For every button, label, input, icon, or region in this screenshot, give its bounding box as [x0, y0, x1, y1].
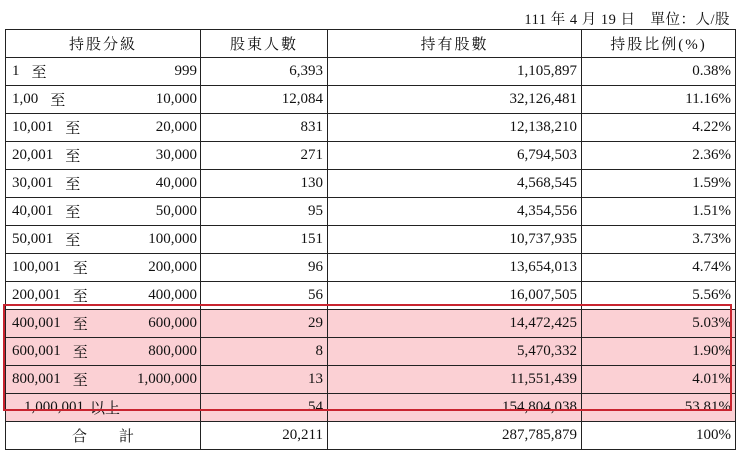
holders-cell: 6,393: [201, 58, 328, 86]
date-unit-note: 111 年 4 月 19 日 單位：人/股: [524, 12, 730, 28]
tier-to: 1,000,000: [137, 371, 197, 387]
tier-range-cell: [6, 366, 201, 394]
tier-from: 1,00: [12, 91, 39, 107]
percentage-cell: 2.36%: [582, 142, 736, 170]
tier-separator: 至: [65, 177, 81, 193]
shares-cell: 154,804,038: [328, 394, 582, 422]
tier-separator: 至: [72, 261, 88, 277]
shares-cell: 4,354,556: [328, 198, 582, 226]
tier-from: 100,001: [12, 259, 61, 275]
shares-cell: 10,737,935: [328, 226, 582, 254]
percentage-cell: 0.38%: [582, 58, 736, 86]
table-row-highlighted: [6, 394, 736, 422]
tier-from: 30,001: [12, 175, 54, 191]
table-row: [6, 226, 736, 254]
total-label-cell: [6, 422, 201, 450]
tier-from: 400,001: [12, 315, 61, 331]
tier-to: 10,000: [155, 91, 197, 107]
tier-from: 1,000,001: [24, 399, 84, 415]
holders-cell: 56: [201, 282, 328, 310]
shares-cell: 13,654,013: [328, 254, 582, 282]
shares-cell: 14,472,425: [328, 310, 582, 338]
tier-separator: 至: [72, 373, 88, 389]
tier-from: 10,001: [12, 119, 54, 135]
tier-to: 200,000: [148, 259, 197, 275]
shares-cell: 11,551,439: [328, 366, 582, 394]
tier-to: 30,000: [155, 147, 197, 163]
tier-to: 999: [174, 63, 197, 79]
tier-to: 800,000: [148, 343, 197, 359]
tier-range-cell: [6, 170, 201, 198]
tier-to: 100,000: [148, 231, 197, 247]
holders-cell: 151: [201, 226, 328, 254]
table-header-row: [6, 30, 736, 58]
total-label-a: 合: [71, 429, 87, 445]
percentage-cell: 53.81%: [582, 394, 736, 422]
col-header-holders: 股東人數: [201, 30, 328, 58]
holders-cell: 130: [201, 170, 328, 198]
tier-separator: 至: [65, 149, 81, 165]
tier-above-label: 以上: [90, 401, 121, 417]
table-row-highlighted: [6, 310, 736, 338]
table-row: [6, 142, 736, 170]
percentage-cell: 3.73%: [582, 226, 736, 254]
shareholding-distribution-table: [5, 29, 736, 450]
tier-separator: 至: [31, 65, 47, 81]
table-row: [6, 170, 736, 198]
tier-separator: 至: [65, 205, 81, 221]
tier-from: 1: [12, 63, 20, 79]
tier-to: 50,000: [155, 203, 197, 219]
holders-cell: 831: [201, 114, 328, 142]
tier-to: 20,000: [155, 119, 197, 135]
table-total-row: [6, 422, 736, 450]
shares-cell: 4,568,545: [328, 170, 582, 198]
holders-cell: 271: [201, 142, 328, 170]
percentage-cell: 5.03%: [582, 310, 736, 338]
percentage-cell: 4.22%: [582, 114, 736, 142]
tier-from: 200,001: [12, 287, 61, 303]
shares-cell: 12,138,210: [328, 114, 582, 142]
tier-range-cell: [6, 58, 201, 86]
tier-separator: 至: [72, 345, 88, 361]
holders-cell: 13: [201, 366, 328, 394]
tier-range-cell: [6, 226, 201, 254]
tier-range-cell: [6, 198, 201, 226]
tier-separator: 至: [72, 289, 88, 305]
tier-range-cell: [6, 142, 201, 170]
tier-range-cell: [6, 394, 201, 422]
total-label-b: 計: [118, 429, 134, 445]
tier-range-cell: [6, 338, 201, 366]
table-row: [6, 254, 736, 282]
total-shares-cell: 287,785,879: [328, 422, 582, 450]
table-row: [6, 114, 736, 142]
tier-from: 40,001: [12, 203, 54, 219]
percentage-cell: 4.74%: [582, 254, 736, 282]
tier-range-cell: [6, 86, 201, 114]
shares-cell: 16,007,505: [328, 282, 582, 310]
percentage-cell: 1.59%: [582, 170, 736, 198]
percentage-cell: 4.01%: [582, 366, 736, 394]
percentage-cell: 1.90%: [582, 338, 736, 366]
col-header-percentage: 持股比例(%): [582, 30, 736, 58]
tier-range-cell: [6, 310, 201, 338]
tier-separator: 至: [65, 233, 81, 249]
tier-to: 600,000: [148, 315, 197, 331]
percentage-cell: 11.16%: [582, 86, 736, 114]
table-row-highlighted: [6, 338, 736, 366]
total-holders-cell: 20,211: [201, 422, 328, 450]
tier-separator: 至: [50, 93, 66, 109]
col-header-tier: 持股分級: [6, 30, 201, 58]
tier-range-cell: [6, 282, 201, 310]
percentage-cell: 1.51%: [582, 198, 736, 226]
tier-from: 800,001: [12, 371, 61, 387]
table-row: [6, 86, 736, 114]
holders-cell: 95: [201, 198, 328, 226]
table-row: [6, 198, 736, 226]
holders-cell: 54: [201, 394, 328, 422]
holders-cell: 96: [201, 254, 328, 282]
total-percentage-cell: 100%: [582, 422, 736, 450]
tier-to: 40,000: [155, 175, 197, 191]
holders-cell: 12,084: [201, 86, 328, 114]
tier-to: 400,000: [148, 287, 197, 303]
holders-cell: 29: [201, 310, 328, 338]
shares-cell: 1,105,897: [328, 58, 582, 86]
holders-cell: 8: [201, 338, 328, 366]
tier-range-cell: [6, 254, 201, 282]
table-row-highlighted: [6, 366, 736, 394]
shares-cell: 5,470,332: [328, 338, 582, 366]
tier-separator: 至: [72, 317, 88, 333]
tier-range-cell: [6, 114, 201, 142]
shares-cell: 32,126,481: [328, 86, 582, 114]
tier-from: 50,001: [12, 231, 54, 247]
shares-cell: 6,794,503: [328, 142, 582, 170]
tier-from: 20,001: [12, 147, 54, 163]
table-row: [6, 282, 736, 310]
table-row: [6, 58, 736, 86]
tier-from: 600,001: [12, 343, 61, 359]
col-header-shares: 持有股數: [328, 30, 582, 58]
percentage-cell: 5.56%: [582, 282, 736, 310]
tier-separator: 至: [65, 121, 81, 137]
